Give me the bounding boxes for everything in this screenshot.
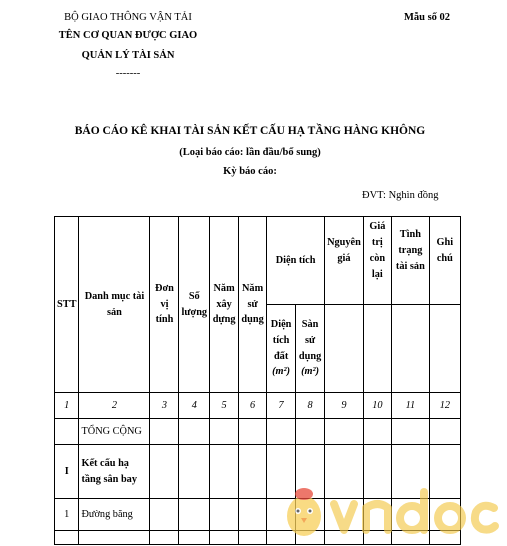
header-empty-cell [325, 305, 364, 393]
column-number: 7 [267, 393, 296, 419]
row-name: Đường băng [79, 499, 150, 531]
column-number: 4 [179, 393, 210, 419]
header-floor-area [296, 305, 325, 393]
agency-name-line2: QUẢN LÝ TÀI SẢN [81, 50, 175, 61]
agency-name-line1: TÊN CƠ QUAN ĐƯỢC GIAO [58, 30, 198, 41]
header-year-built: Năm xây dựng [210, 217, 239, 393]
row-name: TỔNG CỘNG [79, 419, 150, 445]
form-number: Mẫu số 02 [403, 12, 451, 23]
column-number: 6 [239, 393, 267, 419]
header-empty-cell [363, 305, 391, 393]
vndoc-logo-text [334, 492, 495, 530]
report-period: Kỳ báo cáo: [223, 166, 277, 177]
row-stt [55, 419, 79, 445]
header-quantity: Số lượng [179, 217, 210, 393]
header-floor-area-label: Sàn sử dụng [298, 318, 322, 362]
header-land-area-label: Diện tích đất [270, 318, 292, 362]
column-number: 11 [391, 393, 429, 419]
header-land-area-unit: (m²) [272, 366, 291, 378]
ministry-name: BỘ GIAO THÔNG VẬN TẢI [64, 12, 192, 23]
column-number: 5 [210, 393, 239, 419]
row-name: Kết cấu hạ tầng sân bay [79, 445, 150, 499]
header-land-area [267, 305, 296, 393]
header-stt: STT [55, 217, 79, 393]
header-divider: ------- [115, 68, 141, 79]
header-unit: Đơn vị tính [150, 217, 179, 393]
column-number: 12 [429, 393, 460, 419]
header-remaining-value: Giá trị còn lại [363, 217, 391, 305]
currency-unit: ĐVT: Nghìn đồng [362, 190, 439, 201]
report-title: BÁO CÁO KÊ KHAI TÀI SẢN KẾT CẤU HẠ TẦNG HÀNG KHÔNG [74, 125, 426, 137]
header-floor-area-unit: (m²) [301, 366, 320, 378]
column-number: 3 [150, 393, 179, 419]
table-row [55, 419, 461, 445]
header-category: Danh mục tài sản [79, 217, 150, 393]
header-status: Tình trạng tài sản [391, 217, 429, 305]
column-number: 10 [363, 393, 391, 419]
row-stt: I [55, 445, 79, 499]
vndoc-watermark [282, 478, 504, 542]
column-number-row [55, 393, 461, 419]
chick-mascot-icon [287, 488, 321, 536]
header-area: Diện tích [267, 217, 325, 305]
column-number: 8 [296, 393, 325, 419]
column-number: 2 [79, 393, 150, 419]
header-year-used: Năm sử dụng [239, 217, 267, 393]
header-original-value: Nguyên giá [325, 217, 364, 305]
header-empty-cell [429, 305, 460, 393]
column-number: 9 [325, 393, 364, 419]
report-type: (Loại báo cáo: lần đầu/bổ sung) [179, 147, 321, 158]
column-number: 1 [55, 393, 79, 419]
header-note: Ghi chú [429, 217, 460, 305]
header-empty-cell [391, 305, 429, 393]
row-stt: 1 [55, 499, 79, 531]
